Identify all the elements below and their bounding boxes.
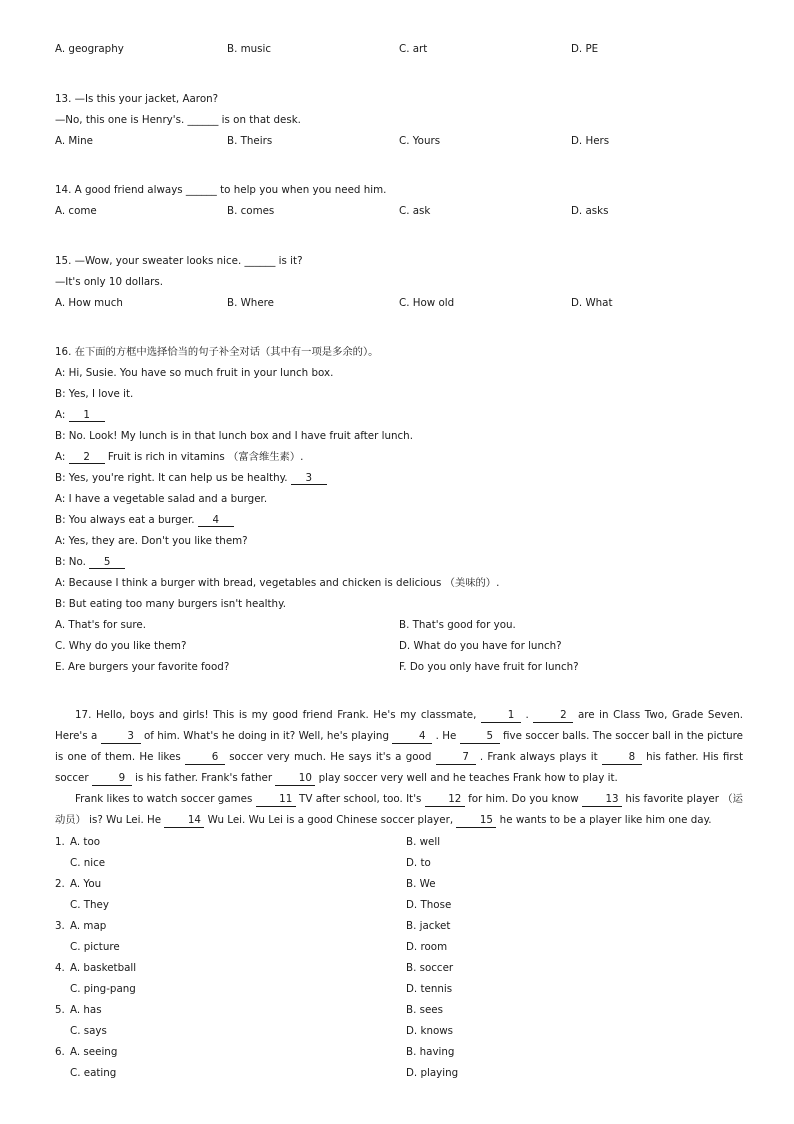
passage-paragraph-1: 17. Hello, boys and girls! This is my good friend Frank. He's my classmate, 1 . 2 are in Class Two, Grade Seven. Here's a 3 of him. What's he doing in it? Well, he's playing 4 . He 5 five soccer balls. The soccer ball in the picture is one of them. He likes 6 soccer very much. He says it's a good 7 . Frank always plays it 8 his father. His first soccer 9 is his father. Frank's father 10 play soccer very well and he teaches Frank how to play it. <box>55 709 744 784</box>
option-f[interactable]: F. Do you only have fruit for lunch? <box>399 661 579 673</box>
blank-14[interactable]: 14 <box>164 814 204 828</box>
option-d[interactable]: D. Hers <box>571 135 610 147</box>
option-d[interactable]: D. What <box>571 297 613 309</box>
blank-2[interactable]: 2 <box>533 709 573 723</box>
dialogue-line: A: Yes, they are. Don't you like them? <box>55 535 248 547</box>
option-b[interactable]: B. comes <box>227 205 275 217</box>
blank-4[interactable]: 4 <box>392 730 432 744</box>
option-c[interactable]: C. How old <box>399 297 455 309</box>
blank-13[interactable]: 13 <box>582 793 622 807</box>
blank-3[interactable]: 3 <box>101 730 141 744</box>
option-e[interactable]: E. Are burgers your favorite food? <box>55 661 230 673</box>
item-number: 5. <box>55 1004 65 1016</box>
blank-6[interactable]: 6 <box>185 751 225 765</box>
dialogue-line: B: Yes, you're right. It can help us be healthy. 3 <box>55 471 327 485</box>
blank-5[interactable]: 5 <box>89 556 125 569</box>
option-a[interactable]: A. How much <box>55 297 123 309</box>
blank-1[interactable]: 1 <box>69 409 105 422</box>
blank-8[interactable]: 8 <box>602 751 642 765</box>
dialogue-line: A: Because I think a burger with bread, vegetables and chicken is delicious （美味的）. <box>55 577 500 589</box>
dialogue-line: A: 1 <box>55 408 105 422</box>
dialogue-line: B: No. Look! My lunch is in that lunch box and I have fruit after lunch. <box>55 430 413 442</box>
option-a[interactable]: A. seeing <box>70 1046 118 1058</box>
option-a[interactable]: A. too <box>70 836 101 848</box>
dialogue-line: B: You always eat a burger. 4 <box>55 513 234 527</box>
option-d[interactable]: D. room <box>406 941 448 953</box>
item-number: 6. <box>55 1046 65 1058</box>
item-number: 3. <box>55 920 65 932</box>
option-a[interactable]: A. geography <box>55 43 124 55</box>
option-d[interactable]: D. to <box>406 857 431 869</box>
option-a[interactable]: A. map <box>70 920 107 932</box>
passage-paragraph-2: Frank likes to watch soccer games 11 TV after school, too. It's 12 for him. Do you know 13 his favorite player （运动员） is? Wu Lei. He 14 Wu Lei. Wu Lei is a good Chinese soccer player, 15 he wants to be a player like him one day. <box>55 793 743 826</box>
option-c[interactable]: C. says <box>70 1025 107 1037</box>
blank-5[interactable]: 5 <box>460 730 500 744</box>
option-c[interactable]: C. Yours <box>399 135 441 147</box>
option-a[interactable]: A. basketball <box>70 962 137 974</box>
item-number: 4. <box>55 962 65 974</box>
option-d[interactable]: D. tennis <box>406 983 453 995</box>
option-d[interactable]: D. Those <box>406 899 452 911</box>
option-a[interactable]: A. That's for sure. <box>55 619 146 631</box>
option-a[interactable]: A. Mine <box>55 135 94 147</box>
option-b[interactable]: B. That's good for you. <box>399 619 516 631</box>
option-b[interactable]: B. having <box>406 1046 455 1058</box>
blank-2[interactable]: 2 <box>69 451 105 464</box>
option-c[interactable]: C. nice <box>70 857 106 869</box>
option-c[interactable]: C. picture <box>70 941 120 953</box>
option-a[interactable]: A. come <box>55 205 97 217</box>
option-b[interactable]: B. jacket <box>406 920 451 932</box>
option-b[interactable]: B. well <box>406 836 441 848</box>
blank-12[interactable]: 12 <box>425 793 465 807</box>
option-d[interactable]: D. playing <box>406 1067 459 1079</box>
option-b[interactable]: B. Theirs <box>227 135 273 147</box>
blank-9[interactable]: 9 <box>92 772 132 786</box>
blank-11[interactable]: 11 <box>256 793 296 807</box>
blank-7[interactable]: 7 <box>436 751 476 765</box>
option-c[interactable]: C. Why do you like them? <box>55 640 187 652</box>
option-c[interactable]: C. art <box>399 43 428 55</box>
blank-1[interactable]: 1 <box>481 709 521 723</box>
option-d[interactable]: D. PE <box>571 43 599 55</box>
item-number: 1. <box>55 836 65 848</box>
question-title: 16. 在下面的方框中选择恰当的句子补全对话（其中有一项是多余的）。 <box>55 346 379 358</box>
option-c[interactable]: C. They <box>70 899 109 911</box>
option-a[interactable]: A. has <box>70 1004 102 1016</box>
option-b[interactable]: B. sees <box>406 1004 444 1016</box>
dialogue-line: B: Yes, I love it. <box>55 388 134 400</box>
option-c[interactable]: C. ping-pang <box>70 983 136 995</box>
option-d[interactable]: D. knows <box>406 1025 454 1037</box>
option-c[interactable]: C. eating <box>70 1067 117 1079</box>
option-a[interactable]: A. You <box>70 878 102 890</box>
question-text: 14. A good friend always ______ to help you when you need him. <box>55 184 387 196</box>
question-text: —No, this one is Henry's. ______ is on that desk. <box>55 114 301 126</box>
blank-15[interactable]: 15 <box>456 814 496 828</box>
option-d[interactable]: D. What do you have for lunch? <box>399 640 562 652</box>
question-text: 13. —Is this your jacket, Aaron? <box>55 93 219 105</box>
dialogue-line: A: I have a vegetable salad and a burger. <box>55 493 268 505</box>
blank-3[interactable]: 3 <box>291 472 327 485</box>
blank-4[interactable]: 4 <box>198 514 234 527</box>
dialogue-line: A: Hi, Susie. You have so much fruit in your lunch box. <box>55 367 334 379</box>
option-b[interactable]: B. Where <box>227 297 274 309</box>
option-d[interactable]: D. asks <box>571 205 609 217</box>
option-b[interactable]: B. music <box>227 43 272 55</box>
dialogue-line: A: 2 Fruit is rich in vitamins （富含维生素）. <box>55 451 304 463</box>
item-number: 2. <box>55 878 65 890</box>
option-b[interactable]: B. soccer <box>406 962 454 974</box>
question-text: —It's only 10 dollars. <box>55 276 164 288</box>
blank-10[interactable]: 10 <box>275 772 315 786</box>
dialogue-line: B: But eating too many burgers isn't healthy. <box>55 598 286 610</box>
question-text: 15. —Wow, your sweater looks nice. ______ is it? <box>55 255 303 267</box>
dialogue-line: B: No. 5 <box>55 555 125 569</box>
option-c[interactable]: C. ask <box>399 205 431 217</box>
option-b[interactable]: B. We <box>406 878 436 890</box>
